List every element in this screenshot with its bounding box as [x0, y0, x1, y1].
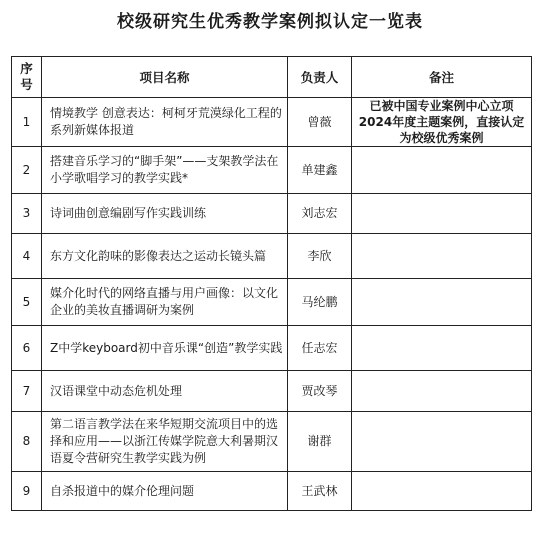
- header-project-name: 项目名称: [42, 57, 288, 98]
- project-name: 诗词曲创意编剧写作实践训练: [42, 194, 288, 234]
- row-number: 5: [12, 279, 42, 326]
- project-note: [352, 472, 532, 511]
- case-list-table: [11, 56, 532, 511]
- table-row: [12, 98, 532, 147]
- project-name: 媒介化时代的网络直播与用户画像：以文化企业的美妆直播调研为案例: [42, 279, 288, 326]
- row-number: 9: [12, 472, 42, 511]
- project-note: [352, 412, 532, 472]
- row-number: 4: [12, 234, 42, 279]
- project-note: 已被中国专业案例中心立项2024年度主题案例，直接认定为校级优秀案例: [352, 98, 532, 147]
- table-header-row: [12, 57, 532, 98]
- row-number: 3: [12, 194, 42, 234]
- project-owner: 谢群: [288, 412, 352, 472]
- header-owner: 负责人: [288, 57, 352, 98]
- project-owner: 贾改琴: [288, 371, 352, 412]
- project-name: 汉语课堂中动态危机处理: [42, 371, 288, 412]
- row-number: 7: [12, 371, 42, 412]
- project-name: 搭建音乐学习的“脚手架”——支架教学法在小学歌唱学习的教学实践*: [42, 147, 288, 194]
- project-note: [352, 194, 532, 234]
- project-note: [352, 371, 532, 412]
- project-owner: 曾薇: [288, 98, 352, 147]
- project-owner: 任志宏: [288, 326, 352, 371]
- table-row: [12, 234, 532, 279]
- header-serial-number: [12, 57, 42, 98]
- table-row: [12, 279, 532, 326]
- table-row: [12, 412, 532, 472]
- page-title: 校级研究生优秀教学案例拟认定一览表: [117, 12, 423, 32]
- project-name: 自杀报道中的媒介伦理问题: [42, 472, 288, 511]
- row-number: 1: [12, 98, 42, 147]
- project-owner: 马纶鹏: [288, 279, 352, 326]
- project-note: [352, 234, 532, 279]
- row-number: 6: [12, 326, 42, 371]
- row-number: 2: [12, 147, 42, 194]
- project-owner: 王武林: [288, 472, 352, 511]
- table-row: [12, 147, 532, 194]
- project-owner: 单建鑫: [288, 147, 352, 194]
- project-note: [352, 147, 532, 194]
- header-serial-number-line1: 序: [20, 61, 33, 76]
- table-row: [12, 326, 532, 371]
- project-name: Z中学keyboard初中音乐课“创造”教学实践: [42, 326, 288, 371]
- header-serial-number-line2: 号: [20, 77, 33, 92]
- project-note: [352, 326, 532, 371]
- table-row: [12, 371, 532, 412]
- table-row: [12, 472, 532, 511]
- project-note: [352, 279, 532, 326]
- project-name: 情境教学 创意表达：柯柯牙荒漠绿化工程的系列新媒体报道: [42, 98, 288, 147]
- project-owner: 李欣: [288, 234, 352, 279]
- row-number: 8: [12, 412, 42, 472]
- header-note: 备注: [352, 57, 532, 98]
- table-row: [12, 194, 532, 234]
- project-owner: 刘志宏: [288, 194, 352, 234]
- project-name: 第二语言教学法在来华短期交流项目中的选择和应用——以浙江传媒学院意大利暑期汉语夏令营研究生教学实践为例: [42, 412, 288, 472]
- project-name: 东方文化韵味的影像表达之运动长镜头篇: [42, 234, 288, 279]
